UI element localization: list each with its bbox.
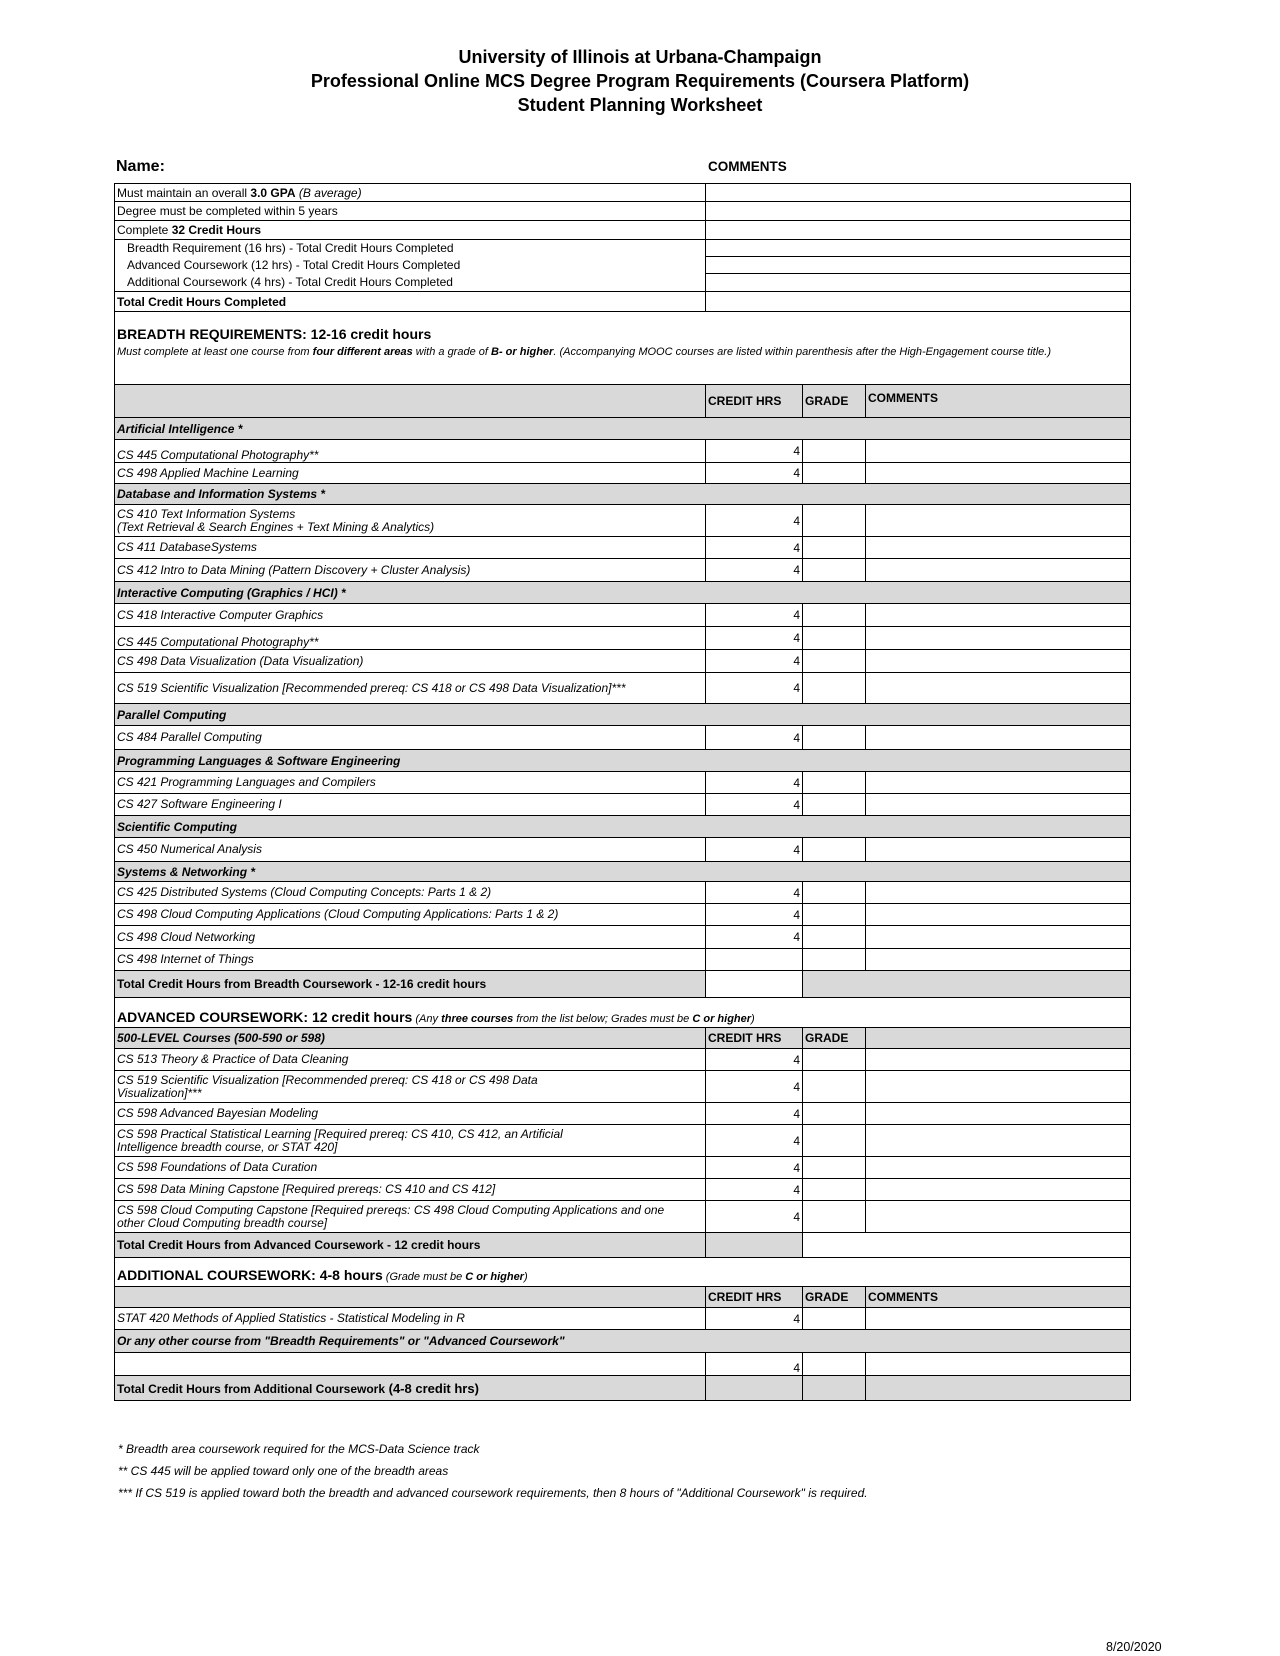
advanced-heading-row <box>115 998 1131 1028</box>
grade-cell[interactable] <box>803 882 866 904</box>
grade-cell[interactable] <box>803 726 866 750</box>
comment-cell[interactable] <box>866 772 1131 794</box>
grade-cell[interactable] <box>803 604 866 627</box>
course-row: CS 425 Distributed Systems (Cloud Computing Concepts: Parts 1 & 2) 4 <box>115 882 1131 904</box>
comment-cell[interactable] <box>866 794 1131 816</box>
comment-cell[interactable] <box>866 537 1131 559</box>
course-row: CS 598 Foundations of Data Curation 4 <box>115 1157 1131 1179</box>
worksheet-table <box>114 183 1131 1401</box>
category-ai: Artificial Intelligence * <box>115 418 1131 440</box>
comment-cell[interactable] <box>866 1353 1131 1376</box>
comment-cell[interactable] <box>866 463 1131 484</box>
req-additional-comment[interactable] <box>706 274 1131 292</box>
advanced-subheader: 500-LEVEL Courses (500-590 or 598) CREDIT HRS GRADE <box>115 1028 1131 1049</box>
req-gpa-comment[interactable] <box>706 184 1131 202</box>
course-row: 4 <box>115 1353 1131 1376</box>
req-row-advanced <box>115 257 1131 274</box>
course-row: CS 519 Scientific Visualization [Recommended prereq: CS 418 or CS 498 Data Visualization]*** 4 <box>115 1071 1131 1103</box>
breadth-title: BREADTH REQUIREMENTS: 12-16 credit hours <box>117 326 432 342</box>
additional-heading: ADDITIONAL COURSEWORK: 4-8 hours (Grade must be C or higher) <box>115 1258 1131 1287</box>
title-program: Professional Online MCS Degree Program Requirements (Coursera Platform) <box>310 71 970 91</box>
footnote-2: ** CS 445 will be applied toward only one of the breadth areas <box>118 1464 449 1478</box>
grade-cell[interactable] <box>803 1103 866 1125</box>
col-grade: GRADE <box>803 385 866 418</box>
breadth-total-row <box>115 971 1131 998</box>
course-row: CS 450 Numerical Analysis 4 <box>115 838 1131 862</box>
grade-cell[interactable] <box>803 904 866 926</box>
course-row: CS 498 Cloud Networking 4 <box>115 926 1131 949</box>
course-row: STAT 420 Methods of Applied Statistics - Statistical Modeling in R 4 <box>115 1308 1131 1330</box>
additional-total-value[interactable] <box>706 1376 803 1401</box>
advanced-subhead: 500-LEVEL Courses (500-590 or 598) <box>115 1028 706 1049</box>
course-row: CS 498 Data Visualization (Data Visualization) 4 <box>115 650 1131 673</box>
additional-other-row: Or any other course from "Breadth Requirements" or "Advanced Coursework" <box>115 1330 1131 1353</box>
req-additional: Additional Coursework (4 hrs) - Total Credit Hours Completed <box>115 274 706 292</box>
grade-cell[interactable] <box>803 949 866 971</box>
comment-cell[interactable] <box>866 838 1131 862</box>
grade-cell[interactable] <box>803 627 866 650</box>
name-label: Name: <box>116 158 165 175</box>
name-row <box>116 158 1130 176</box>
course-row: CS 598 Advanced Bayesian Modeling 4 <box>115 1103 1131 1125</box>
comment-cell[interactable] <box>866 505 1131 537</box>
additional-heading-row <box>115 1258 1131 1287</box>
comment-cell[interactable] <box>866 1071 1131 1103</box>
grade-cell[interactable] <box>803 838 866 862</box>
document-title <box>0 45 1280 117</box>
grade-cell[interactable] <box>803 1201 866 1233</box>
comment-cell[interactable] <box>866 440 1131 463</box>
req-row-gpa <box>115 184 1131 202</box>
req-total: Total Credit Hours Completed <box>115 292 706 312</box>
breadth-col-headers <box>115 385 1131 418</box>
req-years: Degree must be completed within 5 years <box>115 202 706 221</box>
grade-cell[interactable] <box>803 440 866 463</box>
category-db: Database and Information Systems * <box>115 484 1131 505</box>
grade-cell[interactable] <box>803 1071 866 1103</box>
course-row: CS 412 Intro to Data Mining (Pattern Discovery + Cluster Analysis) 4 <box>115 559 1131 582</box>
other-course-input[interactable] <box>115 1353 706 1376</box>
course-row: CS 411 DatabaseSystems 4 <box>115 537 1131 559</box>
grade-cell[interactable] <box>803 772 866 794</box>
breadth-heading-row <box>115 312 1131 385</box>
comment-cell[interactable] <box>866 559 1131 582</box>
col-comments: COMMENTS <box>866 385 1131 418</box>
course-row: CS 513 Theory & Practice of Data Cleaning 4 <box>115 1049 1131 1071</box>
col-credit-hrs: CREDIT HRS <box>706 385 803 418</box>
req-credits-comment[interactable] <box>706 221 1131 240</box>
course-row: CS 484 Parallel Computing 4 <box>115 726 1131 750</box>
course-row: CS 410 Text Information Systems (Text Retrieval & Search Engines + Text Mining & Analytics) 4 <box>115 505 1131 537</box>
grade-cell[interactable] <box>803 926 866 949</box>
course-row: CS 498 Internet of Things <box>115 949 1131 971</box>
grade-cell[interactable] <box>803 1125 866 1157</box>
breadth-total-value[interactable] <box>706 971 803 998</box>
breadth-note: Must complete at least one course from four different areas with a grade of B- or higher. (Accompanying MOOC courses are listed within parenthesis after the High-Engagement course title.) <box>117 346 1052 358</box>
comment-cell[interactable] <box>866 650 1131 673</box>
grade-cell[interactable] <box>803 794 866 816</box>
comment-cell[interactable] <box>866 949 1131 971</box>
course-row: CS 445 Computational Photography** 4 <box>115 627 1131 650</box>
category-programming: Programming Languages & Software Engineering <box>115 750 1131 772</box>
course-row: CS 598 Data Mining Capstone [Required prereqs: CS 410 and CS 412] 4 <box>115 1179 1131 1201</box>
course-row: CS 418 Interactive Computer Graphics 4 <box>115 604 1131 627</box>
title-worksheet: Student Planning Worksheet <box>517 95 763 115</box>
footnote-1: * Breadth area coursework required for the MCS-Data Science track <box>118 1442 480 1456</box>
additional-col-headers: CREDIT HRS GRADE COMMENTS <box>115 1287 1131 1308</box>
comment-cell[interactable] <box>866 1201 1131 1233</box>
req-row-total <box>115 292 1131 312</box>
grade-cell[interactable] <box>803 1049 866 1071</box>
course-row: CS 445 Computational Photography** 4 <box>115 440 1131 463</box>
footnote-3: *** If CS 519 is applied toward both the breadth and advanced coursework requirements, then 8 hours of "Additional Coursework" is required. <box>118 1486 868 1500</box>
req-row-breadth <box>115 240 1131 257</box>
category-systems: Systems & Networking * <box>115 862 1131 882</box>
grade-cell[interactable] <box>803 1353 866 1376</box>
req-credits: Complete 32 Credit Hours <box>115 221 706 240</box>
grade-cell[interactable] <box>803 1157 866 1179</box>
grade-cell[interactable] <box>803 559 866 582</box>
breadth-total-label: Total Credit Hours from Breadth Coursework - 12-16 credit hours <box>115 971 706 998</box>
grade-cell[interactable] <box>803 505 866 537</box>
comment-cell[interactable] <box>866 882 1131 904</box>
course-row: CS 598 Practical Statistical Learning [Required prereq: CS 410, CS 412, an Artificial Intelligence breadth course, or STAT 420] 4 <box>115 1125 1131 1157</box>
comment-cell[interactable] <box>866 1125 1131 1157</box>
grade-cell[interactable] <box>803 1179 866 1201</box>
category-scientific: Scientific Computing <box>115 816 1131 838</box>
comment-cell[interactable] <box>866 1308 1131 1330</box>
req-advanced-comment[interactable] <box>706 257 1131 274</box>
req-row-additional <box>115 274 1131 292</box>
req-years-comment[interactable] <box>706 202 1131 221</box>
comment-cell[interactable] <box>866 1049 1131 1071</box>
comment-cell[interactable] <box>866 1103 1131 1125</box>
course-row: CS 421 Programming Languages and Compilers 4 <box>115 772 1131 794</box>
date-stamp: 8/20/2020 <box>1106 1640 1162 1654</box>
grade-cell[interactable] <box>803 673 866 704</box>
comment-cell[interactable] <box>866 1157 1131 1179</box>
category-parallel: Parallel Computing <box>115 704 1131 726</box>
breadth-heading <box>115 312 1131 385</box>
req-row-credits <box>115 221 1131 240</box>
advanced-total-row <box>115 1233 1131 1258</box>
comment-cell[interactable] <box>866 1179 1131 1201</box>
comment-cell[interactable] <box>866 673 1131 704</box>
comment-cell[interactable] <box>866 604 1131 627</box>
req-advanced: Advanced Coursework (12 hrs) - Total Credit Hours Completed <box>115 257 706 274</box>
comments-label: COMMENTS <box>708 159 787 174</box>
course-row: CS 498 Applied Machine Learning 4 <box>115 463 1131 484</box>
req-breadth-comment[interactable] <box>706 240 1131 257</box>
comment-cell[interactable] <box>866 627 1131 650</box>
course-row: CS 427 Software Engineering I 4 <box>115 794 1131 816</box>
comment-cell[interactable] <box>866 926 1131 949</box>
additional-total-label: Total Credit Hours from Additional Coursework (4-8 credit hrs) <box>115 1376 706 1401</box>
course-row: CS 598 Cloud Computing Capstone [Required prereqs: CS 498 Cloud Computing Applications and one other Cloud Computing breadth course] 4 <box>115 1201 1131 1233</box>
category-interactive: Interactive Computing (Graphics / HCI) * <box>115 582 1131 604</box>
advanced-heading: ADVANCED COURSEWORK: 12 credit hours (Any three courses from the list below; Grades must be C or higher) <box>115 998 1131 1028</box>
comment-cell[interactable] <box>866 904 1131 926</box>
req-row-years <box>115 202 1131 221</box>
advanced-total-value[interactable] <box>706 1233 803 1258</box>
course-row: CS 498 Cloud Computing Applications (Cloud Computing Applications: Parts 1 & 2) 4 <box>115 904 1131 926</box>
course-row: CS 519 Scientific Visualization [Recommended prereq: CS 418 or CS 498 Data Visualization]*** 4 <box>115 673 1131 704</box>
req-gpa: Must maintain an overall 3.0 GPA (B average) <box>115 184 706 202</box>
req-total-comment[interactable] <box>706 292 1131 312</box>
req-breadth: Breadth Requirement (16 hrs) - Total Credit Hours Completed <box>115 240 706 257</box>
grade-cell[interactable] <box>803 1308 866 1330</box>
grade-cell[interactable] <box>803 463 866 484</box>
advanced-total-label: Total Credit Hours from Advanced Coursework - 12 credit hours <box>115 1233 706 1258</box>
comment-cell[interactable] <box>866 726 1131 750</box>
additional-total-row <box>115 1376 1131 1401</box>
grade-cell[interactable] <box>803 650 866 673</box>
grade-cell[interactable] <box>803 537 866 559</box>
title-university: University of Illinois at Urbana-Champaign <box>458 47 822 67</box>
